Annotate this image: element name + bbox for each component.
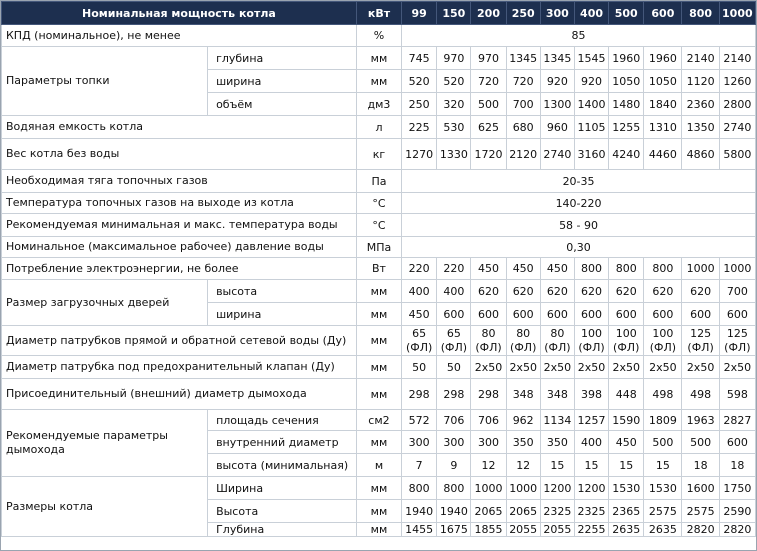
value-cell: 4860 bbox=[682, 139, 719, 170]
value-cell: 600 bbox=[437, 303, 471, 326]
sub-param-name: высота (минимальная) bbox=[208, 454, 357, 477]
value-cell: 962 bbox=[506, 410, 540, 431]
value-cell: 1200 bbox=[540, 477, 574, 500]
value-cell: 1480 bbox=[609, 93, 644, 116]
param-name: КПД (номинальное), не менее bbox=[2, 25, 357, 47]
table-row bbox=[2, 410, 756, 431]
value-cell: 800 bbox=[609, 258, 644, 280]
value-cell: 620 bbox=[644, 280, 682, 303]
value-cell: 2827 bbox=[719, 410, 755, 431]
value-cell: 80 (ФЛ) bbox=[540, 326, 574, 356]
unit-cell: м bbox=[356, 454, 401, 477]
unit-cell: мм bbox=[356, 356, 401, 379]
header-power: 150 bbox=[437, 2, 471, 25]
value-cell: 600 bbox=[644, 303, 682, 326]
span-value-cell: 58 - 90 bbox=[402, 214, 756, 237]
value-cell: 5800 bbox=[719, 139, 755, 170]
unit-cell: % bbox=[356, 25, 401, 47]
value-cell: 12 bbox=[471, 454, 506, 477]
value-cell: 2255 bbox=[574, 523, 608, 537]
value-cell: 15 bbox=[574, 454, 608, 477]
value-cell: 520 bbox=[402, 70, 437, 93]
sub-param-name: площадь сечения bbox=[208, 410, 357, 431]
value-cell: 620 bbox=[574, 280, 608, 303]
value-cell: 1530 bbox=[609, 477, 644, 500]
value-cell: 2x50 bbox=[540, 356, 574, 379]
value-cell: 1350 bbox=[682, 116, 719, 139]
value-cell: 1120 bbox=[682, 70, 719, 93]
value-cell: 348 bbox=[540, 379, 574, 410]
table-row bbox=[2, 326, 756, 356]
value-cell: 300 bbox=[402, 431, 437, 454]
value-cell: 2325 bbox=[540, 500, 574, 523]
value-cell: 1200 bbox=[574, 477, 608, 500]
value-cell: 600 bbox=[471, 303, 506, 326]
value-cell: 4240 bbox=[609, 139, 644, 170]
value-cell: 720 bbox=[506, 70, 540, 93]
value-cell: 3160 bbox=[574, 139, 608, 170]
value-cell: 398 bbox=[574, 379, 608, 410]
value-cell: 1545 bbox=[574, 47, 608, 70]
value-cell: 2x50 bbox=[644, 356, 682, 379]
sub-param-name: Высота bbox=[208, 500, 357, 523]
value-cell: 220 bbox=[437, 258, 471, 280]
value-cell: 298 bbox=[402, 379, 437, 410]
value-cell: 2635 bbox=[609, 523, 644, 537]
value-cell: 745 bbox=[402, 47, 437, 70]
value-cell: 1530 bbox=[644, 477, 682, 500]
value-cell: 1750 bbox=[719, 477, 755, 500]
value-cell: 300 bbox=[471, 431, 506, 454]
unit-cell: мм bbox=[356, 500, 401, 523]
unit-cell: см2 bbox=[356, 410, 401, 431]
param-name: Номинальное (максимальное рабочее) давление воды bbox=[2, 237, 357, 258]
value-cell: 1255 bbox=[609, 116, 644, 139]
value-cell: 100 (ФЛ) bbox=[574, 326, 608, 356]
param-name: Присоединительный (внешний) диаметр дымохода bbox=[2, 379, 357, 410]
value-cell: 1310 bbox=[644, 116, 682, 139]
unit-cell: °С bbox=[356, 214, 401, 237]
unit-cell: мм bbox=[356, 70, 401, 93]
value-cell: 706 bbox=[437, 410, 471, 431]
table-row bbox=[2, 258, 756, 280]
sub-param-name: глубина bbox=[208, 47, 357, 70]
header-power: 600 bbox=[644, 2, 682, 25]
value-cell: 1000 bbox=[719, 258, 755, 280]
value-cell: 598 bbox=[719, 379, 755, 410]
param-name: Диаметр патрубка под предохранительный клапан (Ду) bbox=[2, 356, 357, 379]
span-value-cell: 85 bbox=[402, 25, 756, 47]
value-cell: 498 bbox=[682, 379, 719, 410]
sub-param-name: ширина bbox=[208, 70, 357, 93]
unit-cell: мм bbox=[356, 379, 401, 410]
value-cell: 1960 bbox=[644, 47, 682, 70]
value-cell: 700 bbox=[506, 93, 540, 116]
value-cell: 2055 bbox=[506, 523, 540, 537]
value-cell: 2x50 bbox=[609, 356, 644, 379]
value-cell: 960 bbox=[540, 116, 574, 139]
param-name: Водяная емкость котла bbox=[2, 116, 357, 139]
value-cell: 2140 bbox=[719, 47, 755, 70]
value-cell: 15 bbox=[540, 454, 574, 477]
unit-cell: Вт bbox=[356, 258, 401, 280]
value-cell: 620 bbox=[540, 280, 574, 303]
value-cell: 320 bbox=[437, 93, 471, 116]
value-cell: 1050 bbox=[644, 70, 682, 93]
value-cell: 1840 bbox=[644, 93, 682, 116]
unit-cell: кг bbox=[356, 139, 401, 170]
value-cell: 2575 bbox=[644, 500, 682, 523]
value-cell: 1270 bbox=[402, 139, 437, 170]
value-cell: 620 bbox=[682, 280, 719, 303]
value-cell: 1855 bbox=[471, 523, 506, 537]
value-cell: 1257 bbox=[574, 410, 608, 431]
value-cell: 2140 bbox=[682, 47, 719, 70]
value-cell: 1134 bbox=[540, 410, 574, 431]
value-cell: 4460 bbox=[644, 139, 682, 170]
value-cell: 1940 bbox=[437, 500, 471, 523]
header-row bbox=[2, 2, 756, 25]
sub-param-name: Ширина bbox=[208, 477, 357, 500]
value-cell: 600 bbox=[719, 431, 755, 454]
value-cell: 600 bbox=[682, 303, 719, 326]
value-cell: 125 (ФЛ) bbox=[682, 326, 719, 356]
value-cell: 2365 bbox=[609, 500, 644, 523]
value-cell: 800 bbox=[644, 258, 682, 280]
value-cell: 572 bbox=[402, 410, 437, 431]
value-cell: 2575 bbox=[682, 500, 719, 523]
unit-cell: мм bbox=[356, 523, 401, 537]
table-row bbox=[2, 379, 756, 410]
value-cell: 450 bbox=[506, 258, 540, 280]
span-value-cell: 140-220 bbox=[402, 193, 756, 214]
value-cell: 18 bbox=[682, 454, 719, 477]
table-row bbox=[2, 170, 756, 193]
value-cell: 2360 bbox=[682, 93, 719, 116]
value-cell: 800 bbox=[574, 258, 608, 280]
value-cell: 700 bbox=[719, 280, 755, 303]
unit-cell: л bbox=[356, 116, 401, 139]
value-cell: 520 bbox=[437, 70, 471, 93]
header-power: 200 bbox=[471, 2, 506, 25]
value-cell: 15 bbox=[644, 454, 682, 477]
value-cell: 50 bbox=[437, 356, 471, 379]
value-cell: 450 bbox=[402, 303, 437, 326]
table-row bbox=[2, 477, 756, 500]
value-cell: 1050 bbox=[609, 70, 644, 93]
value-cell: 80 (ФЛ) bbox=[506, 326, 540, 356]
value-cell: 500 bbox=[644, 431, 682, 454]
value-cell: 620 bbox=[506, 280, 540, 303]
value-cell: 1963 bbox=[682, 410, 719, 431]
value-cell: 220 bbox=[402, 258, 437, 280]
value-cell: 800 bbox=[437, 477, 471, 500]
param-name: Размеры котла bbox=[2, 477, 208, 537]
value-cell: 1000 bbox=[471, 477, 506, 500]
value-cell: 1400 bbox=[574, 93, 608, 116]
value-cell: 1590 bbox=[609, 410, 644, 431]
value-cell: 65 (ФЛ) bbox=[402, 326, 437, 356]
value-cell: 600 bbox=[719, 303, 755, 326]
table-row bbox=[2, 116, 756, 139]
param-name: Диаметр патрубков прямой и обратной сетевой воды (Ду) bbox=[2, 326, 357, 356]
value-cell: 9 bbox=[437, 454, 471, 477]
value-cell: 298 bbox=[437, 379, 471, 410]
span-value-cell: 20-35 bbox=[402, 170, 756, 193]
header-power: 400 bbox=[574, 2, 608, 25]
value-cell: 2120 bbox=[506, 139, 540, 170]
sub-param-name: внутренний диаметр bbox=[208, 431, 357, 454]
value-cell: 2065 bbox=[506, 500, 540, 523]
param-name: Рекомендуемые параметры дымохода bbox=[2, 410, 208, 477]
table-row bbox=[2, 280, 756, 303]
header-power: 500 bbox=[609, 2, 644, 25]
value-cell: 100 (ФЛ) bbox=[609, 326, 644, 356]
span-value-cell: 0,30 bbox=[402, 237, 756, 258]
value-cell: 680 bbox=[506, 116, 540, 139]
value-cell: 498 bbox=[644, 379, 682, 410]
value-cell: 65 (ФЛ) bbox=[437, 326, 471, 356]
value-cell: 706 bbox=[471, 410, 506, 431]
value-cell: 298 bbox=[471, 379, 506, 410]
sub-param-name: высота bbox=[208, 280, 357, 303]
value-cell: 500 bbox=[471, 93, 506, 116]
header-power: 800 bbox=[682, 2, 719, 25]
param-name: Размер загрузочных дверей bbox=[2, 280, 208, 326]
spec-table-body bbox=[2, 25, 756, 537]
value-cell: 1330 bbox=[437, 139, 471, 170]
value-cell: 350 bbox=[506, 431, 540, 454]
value-cell: 600 bbox=[574, 303, 608, 326]
value-cell: 400 bbox=[437, 280, 471, 303]
table-row bbox=[2, 237, 756, 258]
value-cell: 448 bbox=[609, 379, 644, 410]
table-row bbox=[2, 193, 756, 214]
value-cell: 300 bbox=[437, 431, 471, 454]
value-cell: 2x50 bbox=[719, 356, 755, 379]
value-cell: 1809 bbox=[644, 410, 682, 431]
unit-cell: мм bbox=[356, 47, 401, 70]
value-cell: 600 bbox=[540, 303, 574, 326]
value-cell: 2x50 bbox=[506, 356, 540, 379]
unit-cell: мм bbox=[356, 326, 401, 356]
value-cell: 2x50 bbox=[471, 356, 506, 379]
value-cell: 400 bbox=[574, 431, 608, 454]
value-cell: 1000 bbox=[682, 258, 719, 280]
table-row bbox=[2, 214, 756, 237]
header-unit: кВт bbox=[356, 2, 401, 25]
value-cell: 920 bbox=[540, 70, 574, 93]
value-cell: 7 bbox=[402, 454, 437, 477]
value-cell: 1260 bbox=[719, 70, 755, 93]
value-cell: 50 bbox=[402, 356, 437, 379]
value-cell: 2325 bbox=[574, 500, 608, 523]
unit-cell: МПа bbox=[356, 237, 401, 258]
value-cell: 18 bbox=[719, 454, 755, 477]
param-name: Необходимая тяга топочных газов bbox=[2, 170, 357, 193]
value-cell: 2740 bbox=[540, 139, 574, 170]
value-cell: 1000 bbox=[506, 477, 540, 500]
value-cell: 1455 bbox=[402, 523, 437, 537]
unit-cell: мм bbox=[356, 431, 401, 454]
value-cell: 450 bbox=[540, 258, 574, 280]
value-cell: 15 bbox=[609, 454, 644, 477]
sub-param-name: Глубина bbox=[208, 523, 357, 537]
value-cell: 125 (ФЛ) bbox=[719, 326, 755, 356]
value-cell: 970 bbox=[471, 47, 506, 70]
value-cell: 1300 bbox=[540, 93, 574, 116]
param-name: Вес котла без воды bbox=[2, 139, 357, 170]
value-cell: 800 bbox=[402, 477, 437, 500]
table-row bbox=[2, 47, 756, 70]
value-cell: 620 bbox=[471, 280, 506, 303]
value-cell: 12 bbox=[506, 454, 540, 477]
sub-param-name: ширина bbox=[208, 303, 357, 326]
param-name: Температура топочных газов на выходе из котла bbox=[2, 193, 357, 214]
header-title: Номинальная мощность котла bbox=[2, 2, 357, 25]
value-cell: 450 bbox=[609, 431, 644, 454]
unit-cell: мм bbox=[356, 280, 401, 303]
value-cell: 1675 bbox=[437, 523, 471, 537]
value-cell: 2065 bbox=[471, 500, 506, 523]
value-cell: 225 bbox=[402, 116, 437, 139]
value-cell: 1345 bbox=[540, 47, 574, 70]
value-cell: 1720 bbox=[471, 139, 506, 170]
value-cell: 1960 bbox=[609, 47, 644, 70]
unit-cell: мм bbox=[356, 477, 401, 500]
value-cell: 1105 bbox=[574, 116, 608, 139]
value-cell: 1600 bbox=[682, 477, 719, 500]
header-power: 250 bbox=[506, 2, 540, 25]
table-row bbox=[2, 356, 756, 379]
value-cell: 250 bbox=[402, 93, 437, 116]
unit-cell: °С bbox=[356, 193, 401, 214]
param-name: Параметры топки bbox=[2, 47, 208, 116]
value-cell: 450 bbox=[471, 258, 506, 280]
value-cell: 2820 bbox=[682, 523, 719, 537]
unit-cell: Па bbox=[356, 170, 401, 193]
value-cell: 600 bbox=[609, 303, 644, 326]
value-cell: 350 bbox=[540, 431, 574, 454]
value-cell: 400 bbox=[402, 280, 437, 303]
value-cell: 2800 bbox=[719, 93, 755, 116]
value-cell: 500 bbox=[682, 431, 719, 454]
table-row bbox=[2, 139, 756, 170]
value-cell: 970 bbox=[437, 47, 471, 70]
value-cell: 600 bbox=[506, 303, 540, 326]
unit-cell: мм bbox=[356, 303, 401, 326]
sub-param-name: объём bbox=[208, 93, 357, 116]
value-cell: 1940 bbox=[402, 500, 437, 523]
value-cell: 1345 bbox=[506, 47, 540, 70]
value-cell: 2055 bbox=[540, 523, 574, 537]
unit-cell: дм3 bbox=[356, 93, 401, 116]
value-cell: 2820 bbox=[719, 523, 755, 537]
value-cell: 80 (ФЛ) bbox=[471, 326, 506, 356]
table-row bbox=[2, 25, 756, 47]
boiler-spec-table bbox=[1, 1, 756, 537]
value-cell: 920 bbox=[574, 70, 608, 93]
param-name: Рекомендуемая минимальная и макс. температура воды bbox=[2, 214, 357, 237]
param-name: Потребление электроэнергии, не более bbox=[2, 258, 357, 280]
header-power: 1000 bbox=[719, 2, 755, 25]
value-cell: 530 bbox=[437, 116, 471, 139]
header-power: 300 bbox=[540, 2, 574, 25]
value-cell: 720 bbox=[471, 70, 506, 93]
value-cell: 2635 bbox=[644, 523, 682, 537]
header-power: 99 bbox=[402, 2, 437, 25]
value-cell: 625 bbox=[471, 116, 506, 139]
value-cell: 2740 bbox=[719, 116, 755, 139]
value-cell: 2x50 bbox=[682, 356, 719, 379]
value-cell: 2x50 bbox=[574, 356, 608, 379]
value-cell: 2590 bbox=[719, 500, 755, 523]
value-cell: 620 bbox=[609, 280, 644, 303]
value-cell: 100 (ФЛ) bbox=[644, 326, 682, 356]
value-cell: 348 bbox=[506, 379, 540, 410]
